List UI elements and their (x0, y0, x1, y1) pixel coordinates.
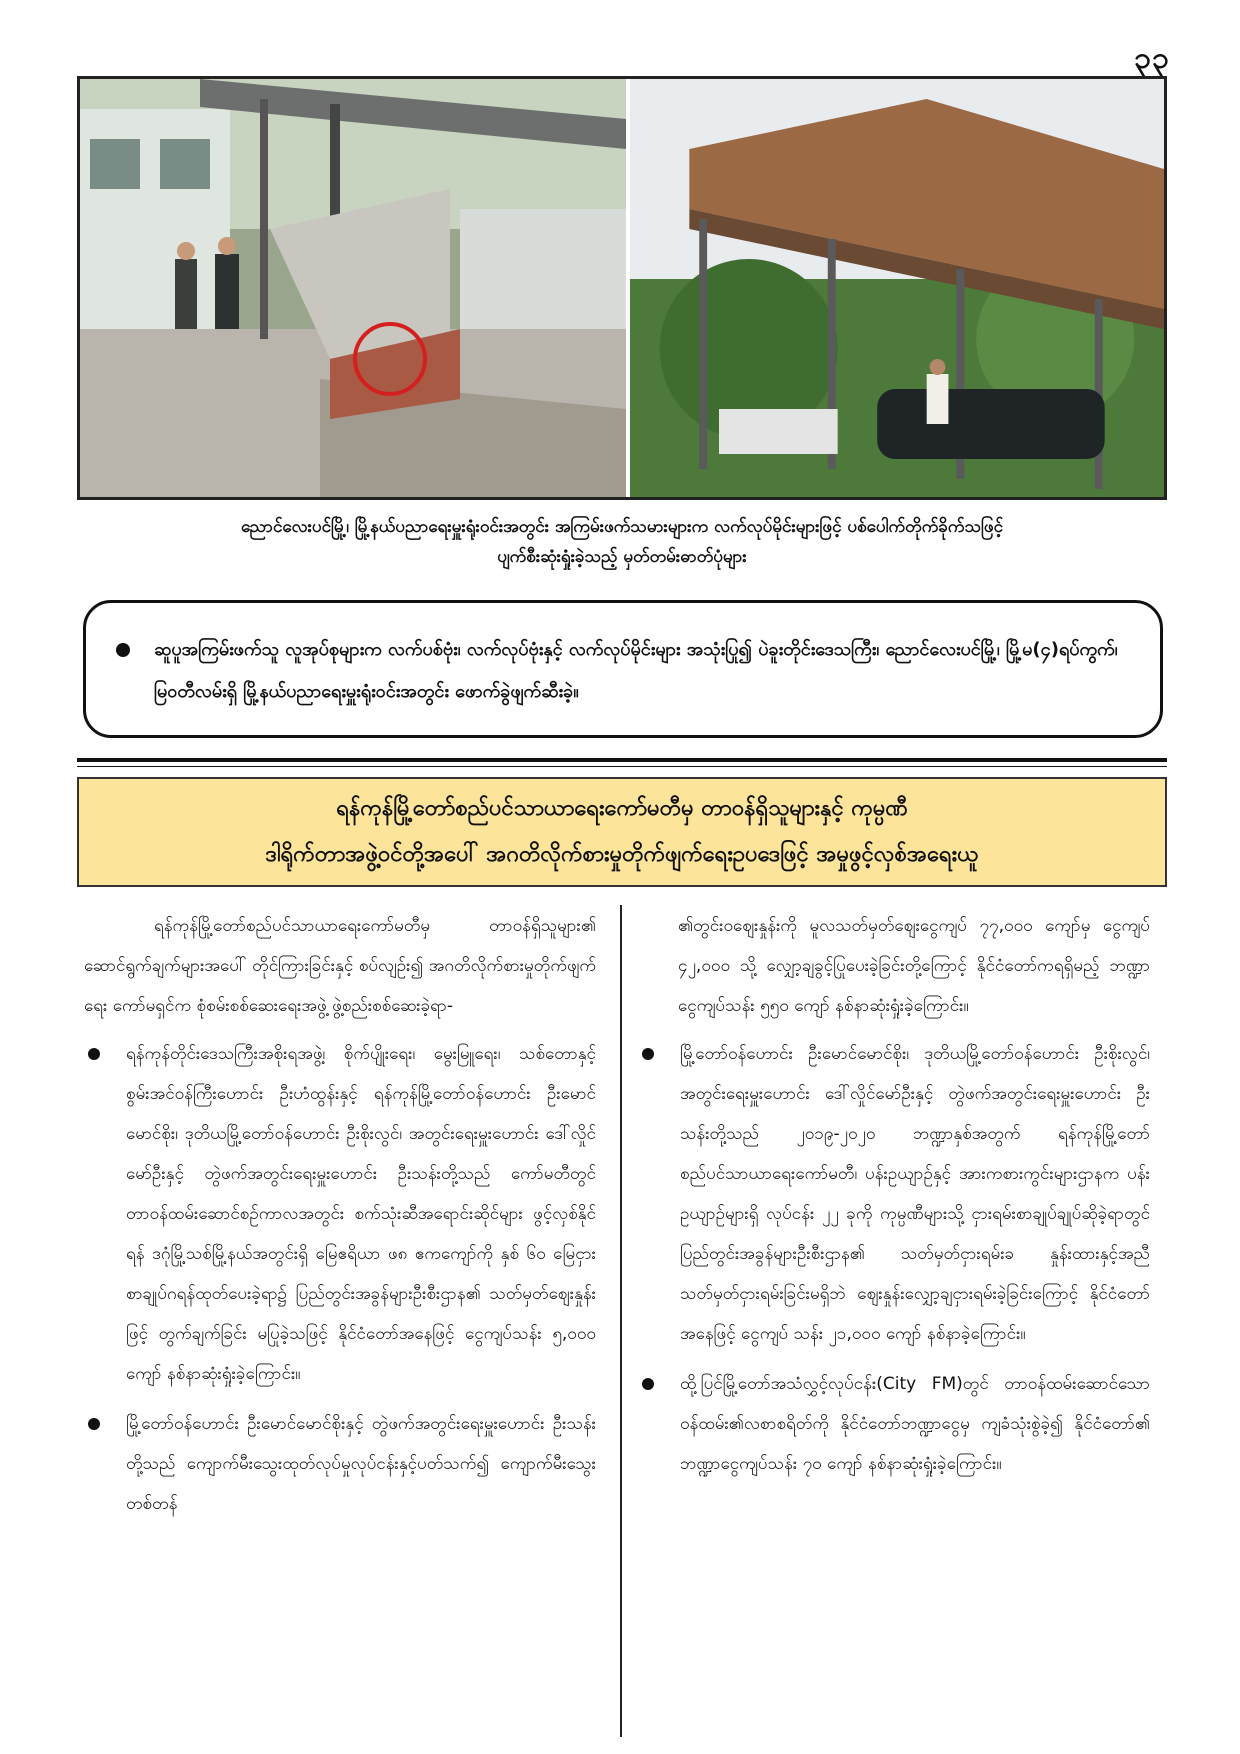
list-item (84, 1404, 596, 1524)
column-divider (620, 905, 622, 1737)
list-item-text: ရန်ကုန်တိုင်းဒေသကြီးအစိုးရအဖွဲ့၊ စိုက်ပျိုးရေး၊ မွေးမြူရေး၊ သစ်တောနှင့် စွမ်းအင်ဝန်ကြီးဟောင်း ဦးဟံထွန်းနှင့် ရန်ကုန်မြို့တော်ဝန်ဟောင်း ဦးမောင်မောင်စိုး၊ ဒုတိယမြို့တော်ဝန်ဟောင်း ဦးစိုးလွင်၊ အတွင်းရေးမှူးဟောင်း ဒေါ်လှိုင်မော်ဦးနှင့် တွဲဖက်အတွင်းရေးမှူးဟောင်း ဦးသန်းတို့သည် ကော်မတီတွင် တာဝန်ထမ်းဆောင်စဉ်ကာလအတွင်း စက်သုံးဆီအရောင်းဆိုင်များ ဖွင့်လှစ်နိုင်ရန် ဒဂုံမြို့သစ်မြို့နယ်အတွင်းရှိ မြေဧရိယာ ဖ၈ ဧကကျော်ကို နှစ် ၆၀ မြေငှားစာချုပ်ဂရန်ထုတ်ပေးခဲ့ရာ၌ ပြည်တွင်းအခွန်များဦးစီးဌာန၏ သတ်မှတ်ဈေးနှုန်းဖြင့် တွက်ချက်ခြင်း မပြုခဲ့သဖြင့် နိုင်ငံတော်အနေဖြင့် ငွေကျပ်သန်း ၅,၀၀၀ ကျော် နစ်နာဆုံးရှုံးခဲ့ကြောင်း။ (126, 1044, 596, 1384)
caption-line-1: ညောင်လေးပင်မြို့၊ မြို့နယ်ပညာရေးမှူးရုံးဝင်းအတွင်း အကြမ်းဖက်သမားများက လက်လုပ်မိုင်းများဖြင့် ပစ်ပေါက်တိုက်ခိုက်သဖြင့် (240, 517, 1003, 537)
photo-icon (80, 79, 626, 497)
highlight-bullet (116, 629, 1124, 713)
list-item (84, 1034, 596, 1394)
section-divider-thin (77, 766, 1167, 767)
list-item-text: မြို့တော်ဝန်ဟောင်း ဦးမောင်မောင်စိုး၊ ဒုတိယမြို့တော်ဝန်ဟောင်း ဦးစိုးလွင်၊ အတွင်းရေးမှူးဟောင်း ဒေါ်လှိုင်မော်ဦးနှင့် တွဲဖက်အတွင်းရေးမှူးဟောင်း ဦးသန်းတို့သည် ၂၀၁၉-၂၀၂၀ ဘဏ္ဍာနှစ်အတွက် ရန်ကုန်မြို့တော်စည်ပင်သာယာရေးကော်မတီ၊ ပန်းဥယျာဉ်နှင့် အားကစားကွင်းများဌာနက ပန်းဥယျာဉ်များရှိ လုပ်ငန်း ၂၂ ခုကို ကုမ္ပဏီများသို့ ငှားရမ်းစာချုပ်ချုပ်ဆိုခဲ့ရာတွင် ပြည်တွင်းအခွန်များဦးစီးဌာန၏ သတ်မှတ်ငှားရမ်းခ နှုန်းထားနှင့်အညီ သတ်မှတ်ငှားရမ်းခြင်းမရှိဘဲ ဈေးနှုန်းလျှော့ချငှားရမ်းခဲ့ခြင်းကြောင့် နိုင်ငံတော်အနေဖြင့် ငွေကျပ် သန်း ၂၁,၀၀၀ ကျော် နစ်နာခဲ့ကြောင်း။ (680, 1044, 1150, 1344)
bullet-icon (88, 1048, 100, 1060)
list-item (638, 1364, 1150, 1484)
left-column (84, 906, 596, 1534)
bullet-icon (642, 1378, 654, 1390)
caption-line-2: ပျက်စီးဆုံးရှုံးခဲ့သည့် မှတ်တမ်းဓာတ်ပုံများ (497, 547, 747, 567)
bullet-icon (88, 1418, 100, 1430)
section-divider (77, 758, 1167, 762)
bullet-icon (116, 643, 130, 657)
page-number: ၃၃ (1134, 41, 1170, 76)
photo-caption (80, 512, 1164, 572)
photo-damaged-wall (80, 79, 630, 497)
list-item-text: မြို့တော်ဝန်ဟောင်း ဦးမောင်မောင်စိုးနှင့် တွဲဖက်အတွင်းရေးမှူးဟောင်း ဦးသန်းတို့သည် ကျောက်မီးသွေးထုတ်လုပ်မှုလုပ်ငန်းနှင့်ပတ်သက်၍ ကျောက်မီးသွေး တစ်တန် (126, 1414, 596, 1514)
article-headline (77, 777, 1167, 887)
photo-strip (77, 76, 1167, 500)
continued-paragraph: ၏တွင်းဝဈေးနှုန်းကို မူလသတ်မှတ်ဈေးငွေကျပ် ၇၇,၀၀၀ ကျော်မှ ငွေကျပ် ၄၂,၀၀၀ သို့ လျှော့ချခွင့်ပြုပေးခဲ့ခြင်းတို့ကြောင့် နိုင်ငံတော်ကရရှိမည့် ဘဏ္ဍာငွေကျပ်သန်း ၅၅၀ ကျော် နစ်နာဆုံးရှုံးခဲ့ကြောင်း။ (678, 916, 1150, 1016)
list-item-text: ထို့ပြင်မြို့တော်အသံလွှင့်လုပ်ငန်း(City FM)တွင် တာဝန်ထမ်းဆောင်သော ဝန်ထမ်း၏လစာစရိတ်ကို နိုင်ငံတော်ဘဏ္ဍာငွေမှ ကျခံသုံးစွဲခဲ့၍ နိုင်ငံတော်၏ ဘဏ္ဍာငွေကျပ်သန်း ၇၀ ကျော် နစ်နာဆုံးရှုံးခဲ့ကြောင်း။ (680, 1374, 1150, 1474)
headline-line-2: ဒါရိုက်တာအဖွဲ့ဝင်တို့အပေါ် အဂတိလိုက်စားမှုတိုက်ဖျက်ရေးဥပဒေဖြင့် အမှုဖွင့်လှစ်အရေးယူ (265, 842, 979, 867)
highlight-box (83, 600, 1163, 738)
headline-line-1: ရန်ကုန်မြို့တော်စည်ပင်သာယာရေးကော်မတီမှ တာဝန်ရှိသူများနှင့် ကုမ္ပဏီ (336, 796, 908, 821)
highlight-text: ဆူပူအကြမ်းဖက်သူ လူအုပ်စုများက လက်ပစ်ဗုံး၊ လက်လုပ်ဗုံးနှင့် လက်လုပ်မိုင်းများ အသုံးပြု၍ ပဲခူးတိုင်းဒေသကြီး၊ ညောင်လေးပင်မြို့၊ မြို့မ(၄)ရပ်ကွက်၊ မြဝတီလမ်းရှိ မြို့နယ်ပညာရေးမှူးရုံးဝင်းအတွင်း ဖောက်ခွဲဖျက်ဆီးခဲ့။ (154, 639, 1118, 702)
list-item (638, 1034, 1150, 1354)
photo-icon (630, 79, 1164, 497)
bullet-icon (642, 1048, 654, 1060)
intro-paragraph: ရန်ကုန်မြို့တော်စည်ပင်သာယာရေးကော်မတီမှ တာဝန်ရှိသူများ၏ ဆောင်ရွက်ချက်များအပေါ် တိုင်ကြားခြင်းနှင့် စပ်လျဉ်း၍ အဂတိလိုက်စားမှုတိုက်ဖျက်ရေး ကော်မရှင်က စုံစမ်းစစ်ဆေးရေးအဖွဲ့ ဖွဲ့စည်းစစ်ဆေးခဲ့ရာ- (84, 916, 596, 1016)
photo-carport-shed (630, 79, 1164, 497)
right-column (638, 906, 1150, 1494)
